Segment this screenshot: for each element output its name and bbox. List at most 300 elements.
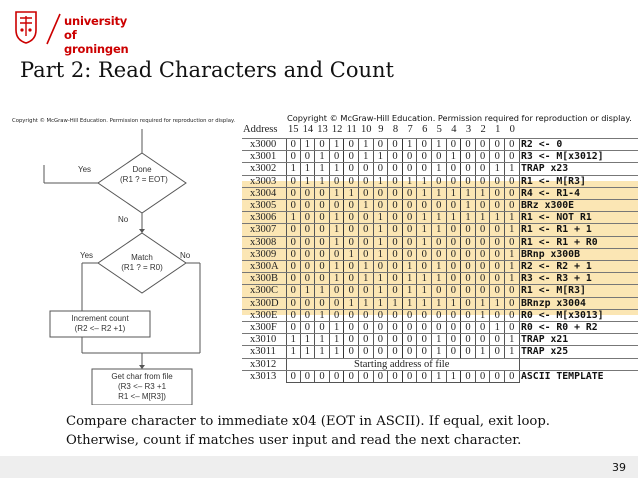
- bit-cell: 0: [490, 188, 505, 200]
- bit-cell: 1: [330, 163, 345, 175]
- slide-title: Part 2: Read Characters and Count: [20, 58, 395, 82]
- bit-cell: 0: [359, 163, 374, 175]
- bit-cell: 0: [344, 163, 359, 175]
- bit-cell: 0: [505, 151, 520, 163]
- bit-cell: 0: [403, 310, 418, 322]
- bit-cell: 1: [505, 224, 520, 236]
- bit-cell: 1: [330, 273, 345, 285]
- bit-cell: 0: [359, 322, 374, 334]
- row-address: x3010: [250, 334, 277, 346]
- bit-cell: 0: [286, 200, 301, 212]
- bit-cell: 0: [315, 212, 330, 224]
- bit-cell: 0: [344, 261, 359, 273]
- bit-cell: 0: [344, 273, 359, 285]
- bit-cell: 1: [461, 212, 476, 224]
- bit-cell: 0: [505, 237, 520, 249]
- bit-header: 13: [317, 124, 328, 135]
- bit-cell: 1: [403, 298, 418, 310]
- bit-cell: 1: [315, 163, 330, 175]
- bit-cell: 0: [286, 310, 301, 322]
- row-assembly: R2 <- R2 + 1: [521, 261, 592, 272]
- row-address: x300B: [250, 273, 279, 285]
- bit-cell: 1: [344, 298, 359, 310]
- bit-cell: 0: [315, 139, 330, 151]
- bit-cell: 0: [476, 273, 491, 285]
- row-address: x300D: [250, 297, 279, 309]
- bit-cell: 1: [432, 163, 447, 175]
- bit-cell: 0: [359, 310, 374, 322]
- bit-cell: 0: [315, 261, 330, 273]
- bit-header: 4: [451, 124, 457, 135]
- bit-cell: 0: [447, 346, 462, 358]
- bit-header: 1: [495, 124, 501, 135]
- bit-cell: 0: [374, 188, 389, 200]
- flowchart: [0, 125, 240, 405]
- bit-cell: 0: [344, 322, 359, 334]
- bit-cell: 1: [505, 163, 520, 175]
- bit-cell: 0: [286, 298, 301, 310]
- bit-cell: 0: [476, 371, 491, 383]
- bit-cell: 0: [447, 310, 462, 322]
- bit-header: 15: [288, 124, 299, 135]
- bit-cell: 1: [359, 139, 374, 151]
- row-assembly: TRAP x25: [521, 346, 569, 358]
- logo-slash-icon: [44, 12, 64, 46]
- bit-cell: 0: [461, 237, 476, 249]
- bit-cell: 1: [301, 334, 316, 346]
- bit-cell: 0: [403, 371, 418, 383]
- bit-cell: 1: [374, 176, 389, 188]
- bit-cell: 0: [403, 322, 418, 334]
- bit-cell: 0: [505, 298, 520, 310]
- row-address: x3002: [250, 163, 277, 175]
- bit-cell: 0: [344, 346, 359, 358]
- table-row: [242, 333, 638, 345]
- bit-cell: 1: [447, 371, 462, 383]
- bit-cell: 0: [403, 224, 418, 236]
- bit-cell: 0: [388, 212, 403, 224]
- bit-cell: 0: [388, 176, 403, 188]
- row-assembly: R4 <- R1-4: [521, 187, 580, 199]
- bit-cell: 0: [344, 200, 359, 212]
- bit-cell: 0: [447, 285, 462, 297]
- row-address: x3008: [250, 236, 277, 248]
- bit-cell: 0: [505, 188, 520, 200]
- bit-cell: 0: [490, 176, 505, 188]
- bit-cell: 1: [432, 139, 447, 151]
- bit-cell: 1: [505, 249, 520, 261]
- bit-cell: 1: [417, 237, 432, 249]
- bit-cell: 1: [344, 249, 359, 261]
- table-row: [242, 358, 638, 370]
- bit-cell: 0: [359, 237, 374, 249]
- bit-cell: 0: [476, 176, 491, 188]
- table-row: [242, 150, 638, 162]
- bit-cell: 1: [359, 200, 374, 212]
- bit-cell: 0: [344, 310, 359, 322]
- bit-cell: 1: [330, 139, 345, 151]
- row-assembly: R1 <- R1 + R0: [521, 236, 598, 248]
- bit-cell: 0: [330, 285, 345, 297]
- table-row: [242, 309, 638, 321]
- bit-cell: 0: [315, 188, 330, 200]
- done-yes-label: Yes: [78, 165, 92, 174]
- bit-cell: 0: [403, 163, 418, 175]
- bit-cell: 1: [330, 224, 345, 236]
- row-address: x300F: [250, 322, 277, 333]
- bit-cell: 1: [359, 298, 374, 310]
- row-address: x3012: [250, 358, 277, 370]
- bit-cell: 0: [490, 200, 505, 212]
- bit-cell: 1: [432, 371, 447, 383]
- bit-cell: 1: [301, 346, 316, 358]
- bit-cell: 0: [447, 261, 462, 273]
- bit-cell: 0: [476, 249, 491, 261]
- row-assembly: R3 <- M[x3012]: [521, 151, 604, 163]
- bit-header: 9: [378, 124, 384, 135]
- bit-cell: 0: [432, 176, 447, 188]
- bit-cell: 0: [315, 237, 330, 249]
- bit-cell: 1: [315, 334, 330, 346]
- bit-cell: 1: [374, 249, 389, 261]
- bit-cell: 1: [315, 310, 330, 322]
- bit-cell: 0: [286, 322, 301, 334]
- bit-cell: 0: [403, 151, 418, 163]
- bit-cell: 0: [374, 346, 389, 358]
- table-row: [242, 187, 638, 199]
- table-row: [242, 345, 638, 357]
- bit-cell: 0: [315, 200, 330, 212]
- bit-cell: 0: [330, 249, 345, 261]
- bit-cell: 0: [417, 139, 432, 151]
- bit-cell: 0: [461, 163, 476, 175]
- bit-cell: 0: [417, 371, 432, 383]
- bit-cell: 0: [490, 249, 505, 261]
- bit-cell: 0: [490, 371, 505, 383]
- bit-cell: 1: [344, 188, 359, 200]
- row-address: x3009: [250, 248, 277, 260]
- bit-cell: 1: [374, 151, 389, 163]
- bit-cell: 0: [359, 212, 374, 224]
- bit-cell: 0: [388, 163, 403, 175]
- bit-cell: 0: [461, 151, 476, 163]
- bit-cell: 0: [490, 310, 505, 322]
- bit-cell: 0: [447, 176, 462, 188]
- row-assembly: ASCII TEMPLATE: [521, 370, 604, 382]
- row-assembly: TRAP x21: [521, 334, 569, 346]
- bit-cell: 0: [490, 224, 505, 236]
- address-header: Address: [243, 124, 278, 135]
- copyright-left: Copyright © McGraw-Hill Education. Permission required for reproduction or display.: [12, 118, 236, 124]
- row-assembly: BRnzp x3004: [521, 297, 586, 309]
- bit-cell: 0: [374, 334, 389, 346]
- bit-cell: 1: [330, 346, 345, 358]
- bit-cell: 0: [301, 261, 316, 273]
- bit-cell: 0: [432, 237, 447, 249]
- caption-line1: Compare character to immediate x04 (EOT in ASCII). If equal, exit loop.: [66, 414, 550, 429]
- row-assembly: BRnp x300B: [521, 248, 580, 260]
- bit-cell: 1: [315, 346, 330, 358]
- row-assembly: R0 <- R0 + R2: [521, 322, 598, 333]
- bit-cell: 1: [490, 163, 505, 175]
- bit-cell: 1: [432, 212, 447, 224]
- bit-cell: 0: [344, 371, 359, 383]
- bit-cell: 0: [286, 151, 301, 163]
- table-row: [242, 162, 638, 174]
- bit-cell: 0: [417, 346, 432, 358]
- bit-cell: 0: [505, 310, 520, 322]
- bit-cell: 1: [432, 261, 447, 273]
- bit-cell: 0: [461, 261, 476, 273]
- row-address: x300C: [250, 285, 279, 297]
- bit-cell: 0: [403, 346, 418, 358]
- bit-header: 8: [392, 124, 399, 135]
- bit-cell: 0: [447, 200, 462, 212]
- bit-cell: 0: [359, 224, 374, 236]
- bit-cell: 0: [344, 224, 359, 236]
- bit-cell: 0: [447, 237, 462, 249]
- bit-cell: 0: [301, 224, 316, 236]
- row-assembly: R1 <- M[R3]: [521, 285, 586, 297]
- bit-cell: 1: [447, 151, 462, 163]
- bit-header: 5: [436, 124, 442, 135]
- bit-header: 0: [509, 124, 515, 135]
- increment-label: Increment count (R2 <– R2 +1): [71, 314, 129, 333]
- bit-cell: 1: [505, 334, 520, 346]
- match-label: Match (R1 ? = R0): [121, 253, 163, 272]
- bit-cell: 0: [315, 298, 330, 310]
- bit-cell: 0: [447, 334, 462, 346]
- bit-cell: 0: [403, 212, 418, 224]
- bit-cell: 1: [490, 298, 505, 310]
- bit-cell: 0: [315, 273, 330, 285]
- bit-cell: 0: [388, 346, 403, 358]
- bit-cell: 1: [432, 334, 447, 346]
- bit-cell: 0: [417, 334, 432, 346]
- bit-cell: 0: [315, 371, 330, 383]
- bit-cell: 1: [403, 285, 418, 297]
- bit-cell: 0: [301, 273, 316, 285]
- bit-cell: 0: [432, 200, 447, 212]
- bit-cell: 1: [417, 298, 432, 310]
- bit-cell: 0: [432, 322, 447, 334]
- bit-cell: 1: [417, 188, 432, 200]
- bit-cell: 1: [432, 298, 447, 310]
- bit-cell: 0: [505, 200, 520, 212]
- bit-cell: 0: [417, 261, 432, 273]
- bit-cell: 1: [359, 273, 374, 285]
- bit-cell: 0: [461, 285, 476, 297]
- bit-cell: 1: [505, 212, 520, 224]
- bit-cell: 0: [490, 261, 505, 273]
- bit-cell: 0: [432, 285, 447, 297]
- bit-cell: 0: [359, 334, 374, 346]
- bit-cell: 0: [359, 371, 374, 383]
- table-row: [242, 272, 638, 284]
- bit-cell: 1: [417, 176, 432, 188]
- bit-cell: 0: [374, 163, 389, 175]
- bit-cell: 1: [301, 176, 316, 188]
- bit-cell: 0: [344, 151, 359, 163]
- table-row: [242, 211, 638, 223]
- bit-cell: 0: [432, 310, 447, 322]
- bit-cell: 1: [286, 334, 301, 346]
- bit-cell: 0: [286, 261, 301, 273]
- bit-cell: 1: [476, 298, 491, 310]
- arrowhead-getchar: [139, 365, 145, 369]
- bit-cell: 0: [286, 224, 301, 236]
- bit-cell: 0: [417, 322, 432, 334]
- bit-cell: 1: [374, 212, 389, 224]
- bit-header: 2: [480, 124, 486, 135]
- bit-cell: 0: [286, 273, 301, 285]
- bit-cell: 0: [461, 273, 476, 285]
- bit-cell: 1: [374, 298, 389, 310]
- bit-cell: 1: [301, 285, 316, 297]
- bit-cell: 0: [388, 285, 403, 297]
- bit-cell: 1: [330, 334, 345, 346]
- bit-cell: 0: [374, 322, 389, 334]
- row-assembly: R1 <- M[R3]: [521, 175, 586, 187]
- bit-cell: 0: [476, 200, 491, 212]
- bit-cell: 0: [388, 273, 403, 285]
- bit-cell: 0: [490, 285, 505, 297]
- bit-cell: 0: [476, 224, 491, 236]
- bit-cell: 0: [461, 322, 476, 334]
- bit-cell: 0: [301, 249, 316, 261]
- bit-cell: 1: [432, 188, 447, 200]
- bit-cell: 0: [330, 176, 345, 188]
- row-address: x300A: [250, 261, 279, 272]
- bit-cell: 1: [330, 261, 345, 273]
- bit-cell: 0: [301, 237, 316, 249]
- bit-cell: 1: [374, 273, 389, 285]
- bit-cell: 0: [476, 285, 491, 297]
- bit-cell: 1: [374, 224, 389, 236]
- bit-cell: 0: [447, 322, 462, 334]
- bit-cell: 1: [461, 188, 476, 200]
- bit-cell: 0: [301, 298, 316, 310]
- bit-cell: 1: [432, 224, 447, 236]
- table-row: [242, 370, 638, 382]
- bit-cell: 0: [301, 212, 316, 224]
- bit-cell: 0: [461, 224, 476, 236]
- bit-cell: 1: [301, 163, 316, 175]
- bit-cell: 0: [461, 298, 476, 310]
- bit-cell: 0: [417, 163, 432, 175]
- bit-cell: 1: [461, 200, 476, 212]
- bit-cell: 0: [315, 249, 330, 261]
- bit-cell: 0: [359, 188, 374, 200]
- bit-cell: 1: [476, 188, 491, 200]
- bit-header: 11: [346, 124, 357, 135]
- bit-cell: 1: [330, 188, 345, 200]
- bit-cell: 0: [447, 163, 462, 175]
- bit-cell: 0: [490, 334, 505, 346]
- row-address: x3011: [250, 346, 276, 358]
- table-row: [242, 223, 638, 235]
- footer-bar: [0, 456, 638, 478]
- bit-cell: 0: [286, 249, 301, 261]
- bit-cell: 0: [301, 371, 316, 383]
- bit-cell: 0: [505, 285, 520, 297]
- bit-cell: 0: [374, 200, 389, 212]
- bit-cell: 0: [432, 151, 447, 163]
- bit-cell: 0: [388, 261, 403, 273]
- bit-cell: 0: [461, 310, 476, 322]
- bit-cell: 0: [490, 237, 505, 249]
- bit-header: 12: [331, 124, 343, 135]
- match-no-label: No: [180, 251, 191, 260]
- match-yes-label: Yes: [80, 251, 94, 260]
- bit-cell: 0: [315, 224, 330, 236]
- bit-cell: 0: [476, 334, 491, 346]
- bit-cell: 0: [476, 151, 491, 163]
- bit-cell: 0: [374, 261, 389, 273]
- bit-cell: 1: [359, 261, 374, 273]
- bit-cell: 1: [315, 176, 330, 188]
- university-logo: [14, 10, 134, 56]
- bit-cell: 1: [403, 273, 418, 285]
- row-address: x3006: [250, 212, 277, 224]
- bit-cell: 0: [447, 224, 462, 236]
- bit-cell: 1: [374, 237, 389, 249]
- bit-cell: 1: [505, 273, 520, 285]
- bit-cell: 0: [301, 200, 316, 212]
- bit-cell: 1: [359, 151, 374, 163]
- row-address: x3005: [250, 200, 277, 211]
- bit-cell: 0: [447, 139, 462, 151]
- bit-cell: 0: [388, 322, 403, 334]
- copyright-right: Copyright © McGraw-Hill Education. Permission required for reproduction or display.: [287, 113, 632, 123]
- bit-cell: 1: [403, 261, 418, 273]
- bit-cell: 0: [388, 139, 403, 151]
- row-address: x3003: [250, 175, 277, 187]
- bit-cell: 0: [344, 237, 359, 249]
- bit-cell: 0: [330, 371, 345, 383]
- bit-cell: 0: [344, 139, 359, 151]
- bit-cell: 0: [301, 188, 316, 200]
- bit-cell: 0: [330, 200, 345, 212]
- bit-cell: 1: [505, 261, 520, 273]
- bit-cell: 0: [374, 371, 389, 383]
- bit-cell: 0: [359, 249, 374, 261]
- row-assembly: R0 <- M[x3013]: [521, 309, 604, 321]
- row-address: x3007: [250, 224, 277, 236]
- bit-cell: 0: [403, 200, 418, 212]
- done-label: Done (R1 ? = EOT): [120, 165, 168, 184]
- bit-cell: 1: [330, 212, 345, 224]
- bit-cell: 1: [301, 139, 316, 151]
- bit-cell: 0: [330, 151, 345, 163]
- bit-cell: 0: [461, 346, 476, 358]
- bit-cell: 1: [476, 310, 491, 322]
- done-no-label: No: [118, 215, 129, 224]
- bit-cell: 0: [432, 249, 447, 261]
- bit-cell: 0: [461, 249, 476, 261]
- bit-header: 6: [422, 124, 428, 135]
- bit-cell: 1: [476, 346, 491, 358]
- bit-cell: 0: [301, 151, 316, 163]
- bit-cell: 0: [388, 151, 403, 163]
- bit-cell: 1: [315, 285, 330, 297]
- bit-cell: 0: [505, 139, 520, 151]
- bit-cell: 0: [286, 176, 301, 188]
- row-assembly: R1 <- NOT R1: [521, 212, 592, 224]
- memory-table-header: [242, 124, 638, 137]
- bit-cell: 1: [476, 212, 491, 224]
- bit-cell: 1: [374, 285, 389, 297]
